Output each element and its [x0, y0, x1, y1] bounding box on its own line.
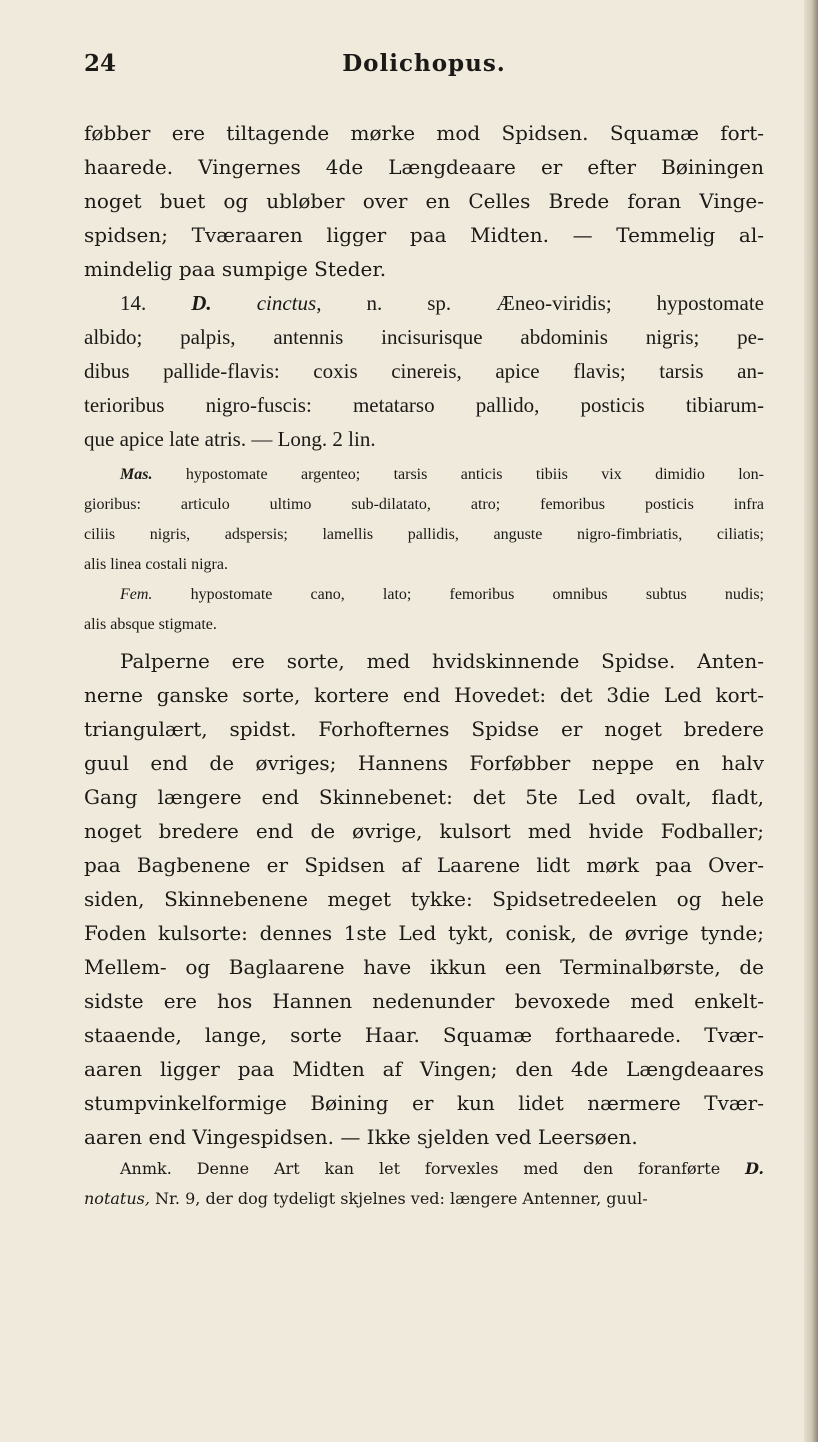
danish-intro-paragraph — [84, 116, 764, 286]
footnote-genus: D. — [745, 1159, 764, 1178]
text-line: spidsen; Tværaaren ligger paa Midten. — Temmelig al- — [84, 223, 764, 247]
text-line: stumpvinkelformige Bøining er kun lidet nærmere Tvær- — [84, 1091, 764, 1115]
mas-line: alis linea costali nigra. — [84, 556, 228, 573]
footnote-epithet: notatus, — [84, 1189, 150, 1208]
page-header — [84, 50, 764, 84]
page-body — [84, 116, 764, 1214]
footnote-text: Nr. 9, der dog tydeligt skjelnes ved: længere Antenner, guul- — [155, 1189, 648, 1208]
species-heading-line: 14. D. cinctus, n. sp. Æneo-viridis; hypostomate — [120, 291, 764, 315]
diagnosis-line: terioribus nigro-fuscis: metatarso pallido, posticis tibiarum- — [84, 393, 764, 417]
text-line: aaren end Vingespidsen. — Ikke sjelden ved Leersøen. — [84, 1125, 638, 1149]
text-line: staaende, lange, sorte Haar. Squamæ forthaarede. Tvær- — [84, 1023, 764, 1047]
mas-line: ciliis nigris, adspersis; lamellis pallidis, anguste nigro-fimbriatis, ciliatis; — [84, 526, 764, 543]
diagnosis-line: que apice late atris. — Long. 2 lin. — [84, 427, 376, 451]
fem-description — [84, 580, 764, 640]
text-line: noget buet og ubløber over en Celles Brede foran Vinge- — [84, 189, 764, 213]
species-status: n. sp. — [366, 291, 452, 315]
text-line: haarede. Vingernes 4de Længdeaare er efter Bøiningen — [84, 155, 764, 179]
species-epithet: cinctus — [256, 291, 317, 315]
text-line: Foden kulsorte: dennes 1ste Led tykt, conisk, de øvrige tynde; — [84, 921, 764, 945]
text-line: føbber ere tiltagende mørke mod Spidsen. Squamæ fort- — [84, 121, 764, 145]
diagnosis-start: Æneo-viridis; hypostomate — [496, 291, 764, 315]
text-line: paa Bagbenene er Spidsen af Laarene lidt mørk paa Over- — [84, 853, 764, 877]
fem-label: Fem. — [120, 586, 153, 603]
page-number: 24 — [84, 50, 117, 77]
mas-line: hypostomate argenteo; tarsis anticis tibiis vix dimidio lon- — [185, 466, 764, 483]
running-title: Dolichopus. — [342, 50, 506, 77]
text-line: Gang længere end Skinnebenet: det 5te Led ovalt, fladt, — [84, 785, 764, 809]
diagnosis-line: dibus pallide-flavis: coxis cinereis, apice flavis; tarsis an- — [84, 359, 764, 383]
mas-first-line — [84, 460, 764, 490]
footnote-label: Anmk. — [120, 1159, 172, 1178]
mas-description — [84, 460, 764, 580]
species-genus: D. — [191, 291, 212, 315]
fem-first-line — [84, 580, 764, 610]
species-number: 14. — [120, 291, 147, 315]
text-line: Palperne ere sorte, med hvidskinnende Spidse. Anten- — [120, 649, 764, 673]
text-line: guul end de øvriges; Hannens Forføbber neppe en halv — [84, 751, 764, 775]
footnote — [84, 1154, 764, 1214]
text-line: siden, Skinnebenene meget tykke: Spidsetredeelen og hele — [84, 887, 764, 911]
text-line: aaren ligger paa Midten af Vingen; den 4de Længdeaares — [84, 1057, 764, 1081]
danish-description-paragraph — [84, 644, 764, 1154]
text-line: noget bredere end de øvrige, kulsort med hvide Fodballer; — [84, 819, 764, 843]
mas-label: Mas. — [120, 466, 153, 483]
fem-line: alis absque stigmate. — [84, 616, 217, 633]
species-diagnosis — [84, 286, 764, 456]
text-line: mindelig paa sumpige Steder. — [84, 257, 387, 281]
diagnosis-line: albido; palpis, antennis incisurisque abdominis nigris; pe- — [84, 325, 764, 349]
page-spine-shadow — [804, 0, 818, 1442]
text-line: nerne ganske sorte, kortere end Hovedet: det 3die Led kort- — [84, 683, 764, 707]
footnote-line — [84, 1184, 764, 1214]
mas-line: gioribus: articulo ultimo sub-dilatato, atro; femoribus posticis infra — [84, 496, 764, 513]
text-line: triangulært, spidst. Forhofternes Spidse er noget bredere — [84, 717, 764, 741]
footnote-text: Denne Art kan let forvexles med den foranførte — [196, 1159, 721, 1178]
text-line: sidste ere hos Hannen nedenunder bevoxede med enkelt- — [84, 989, 764, 1013]
fem-line: hypostomate cano, lato; femoribus omnibus subtus nudis; — [190, 586, 765, 603]
text-line: Mellem- og Baglaarene have ikkun een Terminalbørste, de — [84, 955, 764, 979]
footnote-line — [84, 1154, 764, 1184]
